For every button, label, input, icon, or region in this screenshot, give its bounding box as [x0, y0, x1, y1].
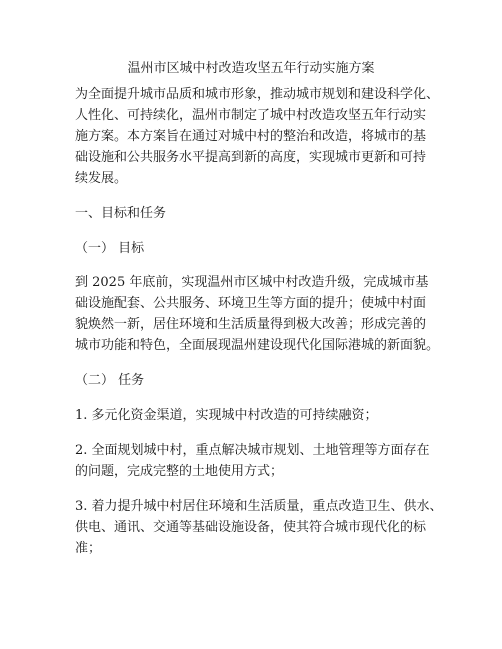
intro-line: 人性化、可持续化，温州市制定了城中村改造攻坚五年行动实	[75, 108, 427, 123]
goal-line: 貌焕然一新，居住环境和生活质量得到极大改善；形成完善的	[75, 317, 427, 332]
intro-line: 础设施和公共服务水平提高到新的高度，实现城市更新和可持	[75, 150, 427, 165]
intro-line: 续发展。	[75, 171, 128, 186]
task-line: 1. 多元化资金渠道，实现城中村改造的可持续融资；	[75, 408, 378, 423]
goal-line: 础设施配套、公共服务、环境卫生等方面的提升；使城中村面	[75, 296, 427, 311]
subsection-heading: （一） 目标	[75, 241, 145, 256]
intro-line: 施方案。本方案旨在通过对城中村的整治和改造，将城市的基	[75, 129, 427, 144]
goal-line: 到 2025 年底前，实现温州市区城中村改造升级，完成城市基	[75, 275, 429, 290]
task-line: 3. 着力提升城中村居住环境和生活质量，重点改造卫生、供水、	[75, 499, 443, 514]
section-heading: 一、目标和任务	[75, 206, 167, 221]
task-line: 供电、通讯、交通等基础设施设备，使其符合城市现代化的标	[75, 520, 427, 535]
task-line: 的问题，完成完整的土地使用方式；	[75, 464, 284, 479]
document-title: 温州市区城中村改造攻坚五年行动实施方案	[127, 61, 375, 76]
subsection-heading: （二） 任务	[75, 373, 145, 388]
task-line: 2. 全面规划城中村，重点解决城市规划、土地管理等方面存在	[75, 443, 430, 458]
task-line: 准；	[75, 541, 102, 556]
goal-line: 城市功能和特色，全面展现温州建设现代化国际港城的新面貌。	[75, 338, 440, 353]
intro-line: 为全面提升城市品质和城市形象，推动城市规划和建设科学化、	[75, 87, 440, 102]
